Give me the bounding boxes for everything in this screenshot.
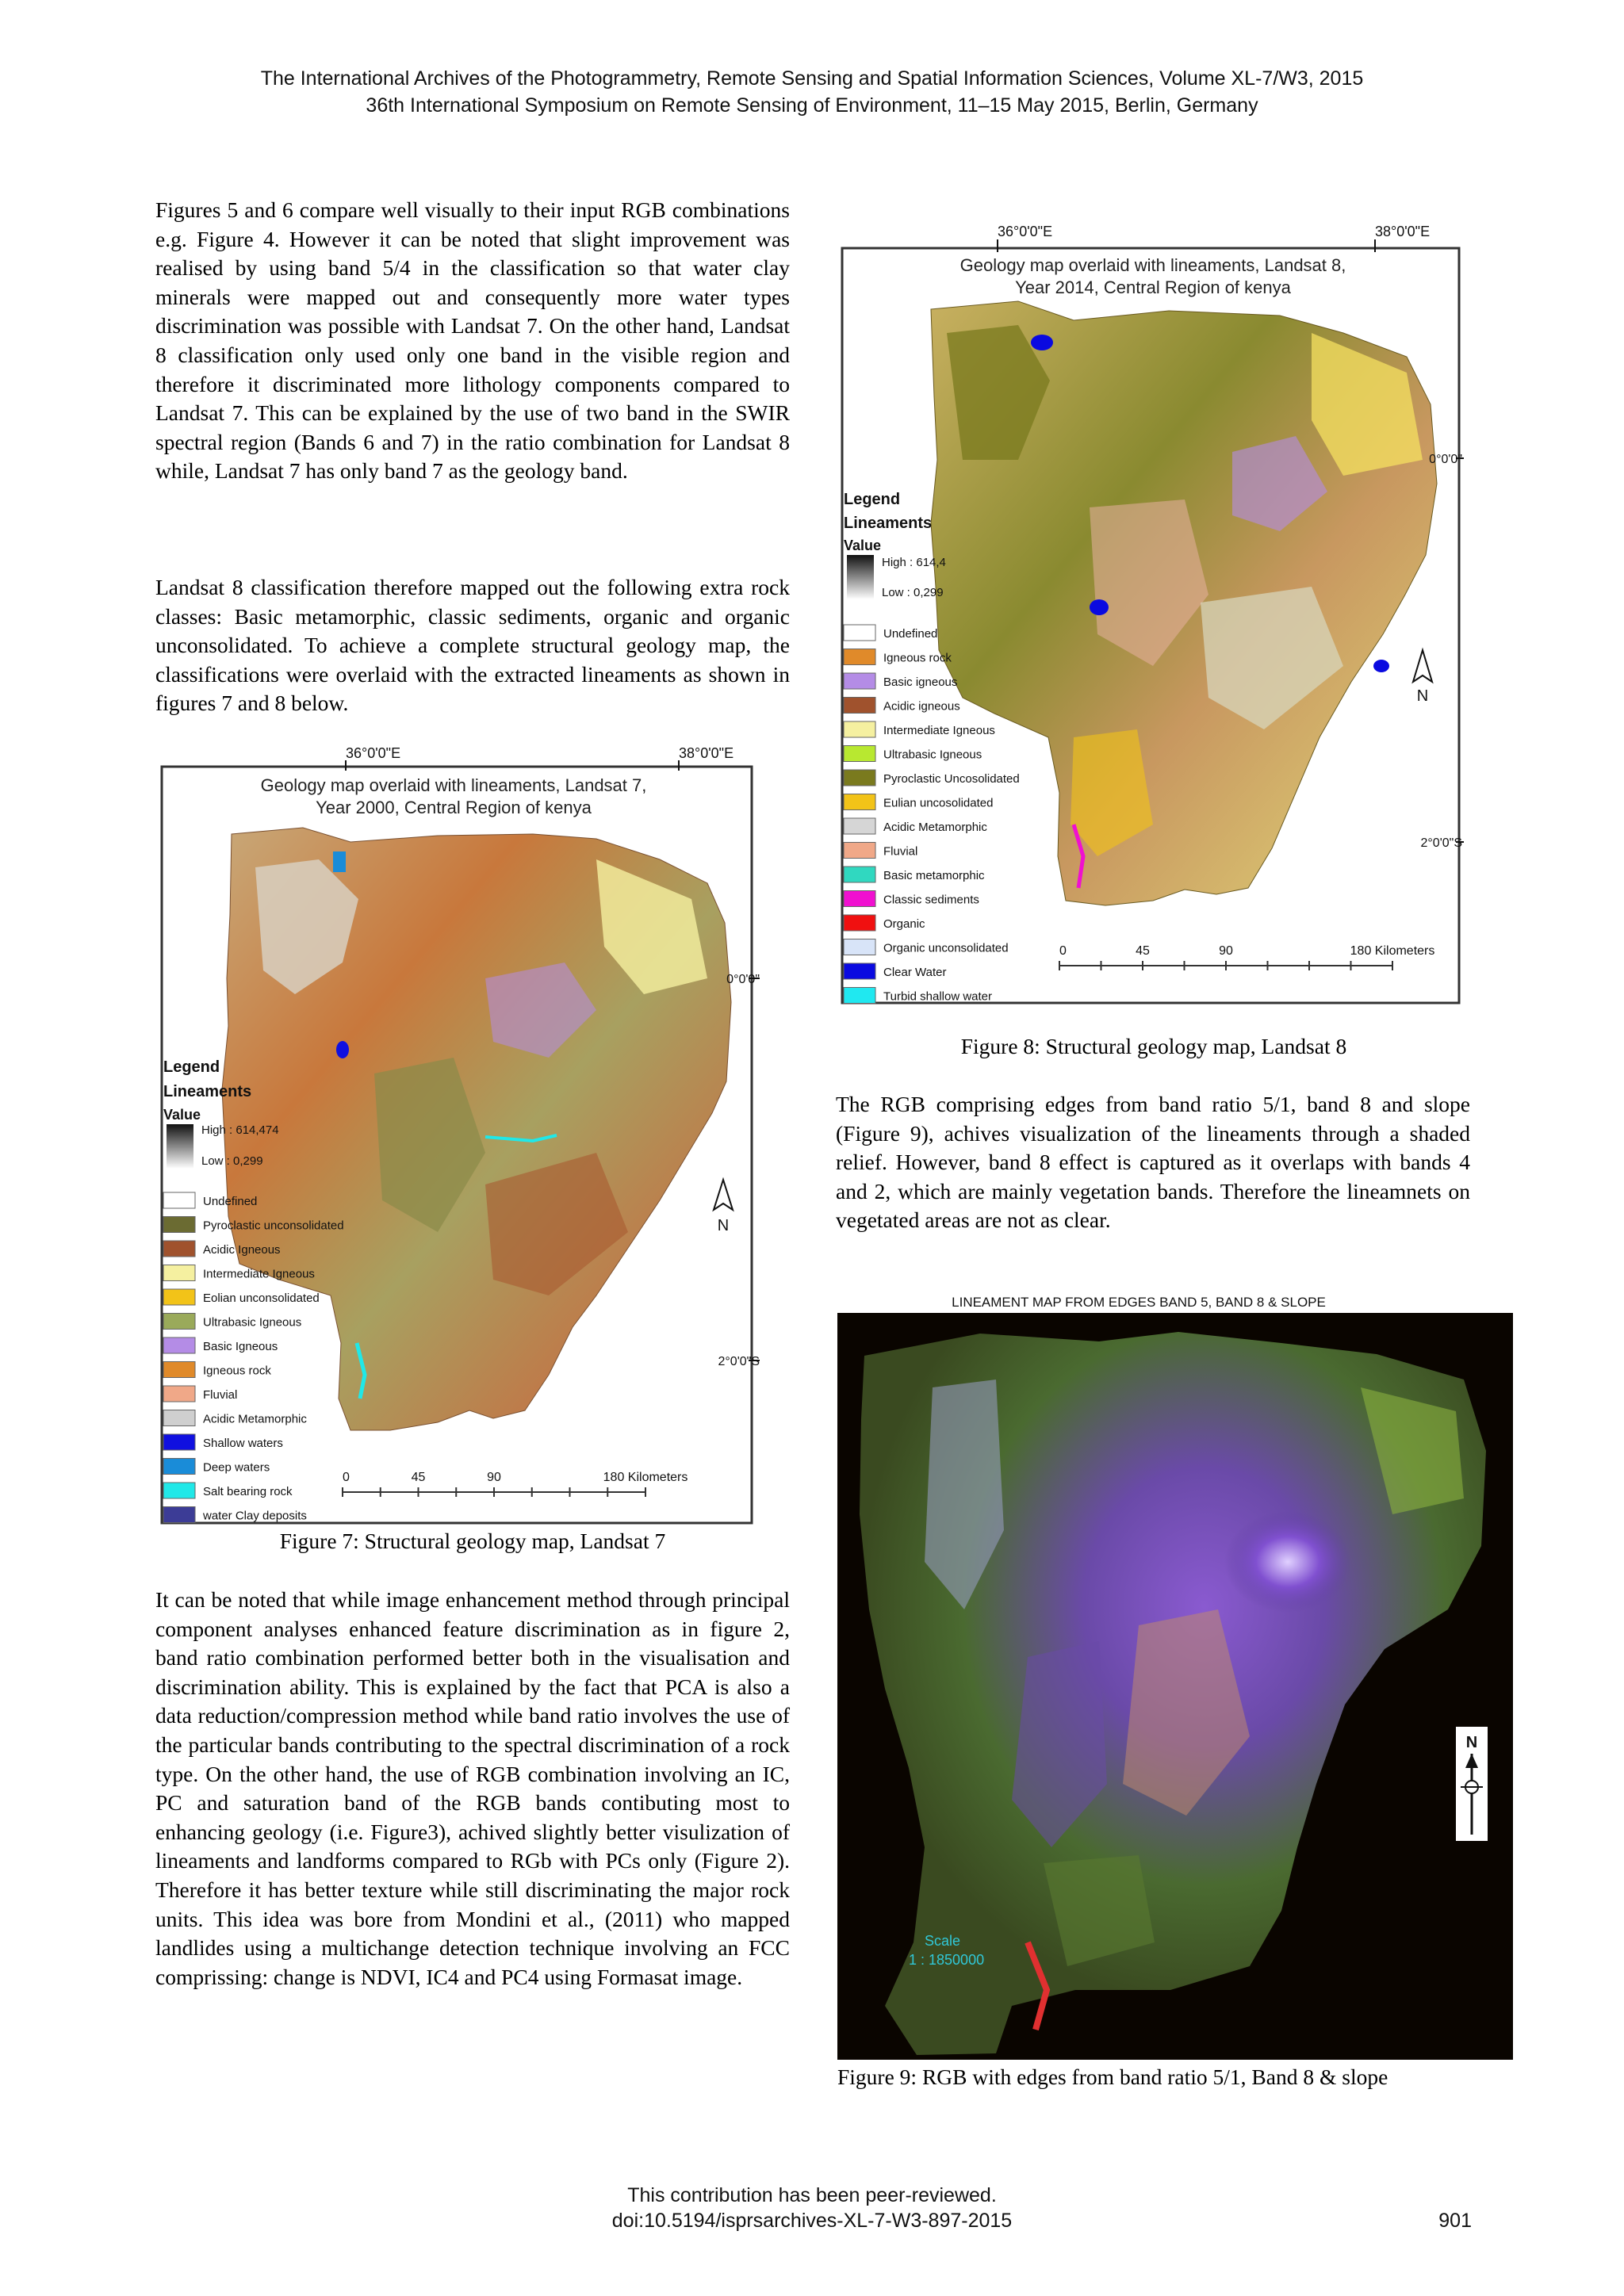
fig8-legend-label: Turbid shallow water xyxy=(883,989,992,1004)
figure-7-caption: Figure 7: Structural geology map, Landsat 7 xyxy=(279,1529,666,1553)
fig8-legend-swatch xyxy=(844,794,875,810)
fig7-title-line2: Year 2000, Central Region of kenya xyxy=(316,798,592,817)
fig8-legend-label: Undefined xyxy=(883,627,938,641)
fig7-water xyxy=(336,1041,349,1058)
fig7-legend-swatch xyxy=(163,1459,195,1475)
fig7-scale-label: 0 xyxy=(343,1471,350,1484)
fig7-legend-swatch xyxy=(163,1337,195,1353)
figure-9-caption: Figure 9: RGB with edges from band ratio 5/1, Band 8 & slope xyxy=(837,2064,1388,2089)
fig8-north-label: N xyxy=(1416,687,1429,705)
fig8-water xyxy=(1031,335,1053,350)
fig7-legend-swatch xyxy=(163,1362,195,1378)
fig8-legend-swatch xyxy=(844,625,875,641)
fig7-legend-swatch xyxy=(163,1265,195,1281)
fig8-legend-label: Classic sediments xyxy=(883,893,979,907)
fig8-scale-label: 0 xyxy=(1059,944,1067,958)
fig7-legend-label: Acidic Metamorphic xyxy=(203,1412,307,1426)
fig7-legend-label: Eolian unconsolidated xyxy=(203,1292,320,1305)
fig8-water xyxy=(1373,660,1389,672)
fig8-legend-low: Low : 0,299 xyxy=(882,586,944,599)
fig8-legend-swatch xyxy=(844,698,875,714)
fig9-scale-label: Scale xyxy=(925,1933,961,1949)
figure-7-map xyxy=(152,740,763,1527)
fig8-title-line2: Year 2014, Central Region of kenya xyxy=(1015,277,1291,297)
fig8-legend-swatch xyxy=(844,843,875,859)
fig7-legend-label: Basic Igneous xyxy=(203,1340,278,1353)
fig7-coord-top-left: 36°0'0"E xyxy=(346,745,401,761)
fig7-scale-label: 90 xyxy=(487,1471,501,1484)
fig7-legend-swatch xyxy=(163,1289,195,1305)
fig8-legend-swatch xyxy=(844,915,875,931)
fig7-coord-right-2: 2°0'0"S xyxy=(718,1355,760,1368)
fig8-water xyxy=(1090,599,1109,615)
fig7-legend-lineaments: Lineaments xyxy=(163,1083,252,1100)
fig7-water xyxy=(333,851,346,872)
fig8-legend-swatch xyxy=(844,649,875,665)
left-paragraph-3: It can be noted that while image enhancement method through principal component analyses enhanced feature discrimination as in figure 2, band ratio combination performed better both in the visualisation and discrimination ability. This is explained by the fact that PCA is also a data reduction/compression method while band ratio involves the use of the particular bands contributing to the spectral discrimination of a rock type. On the other hand, the use of RGB combination involving an IC, PC and saturation band of the RGB bands contibuting most to enhancing geology (i.e. Figure3), achived slightly better visulization of lineaments and landforms compared to RGb with PCs only (Figure 2). Therefore it has better texture while still discriminating the major rock units. This idea was bore from Mondini et al., (2011) who mapped landlides using a multichange detection technique involving an FCC comprissing: change is NDVI, IC4 and PC4 using Formasat image. xyxy=(155,1587,790,1989)
fig7-legend-label: Pyroclastic unconsolidated xyxy=(203,1219,344,1233)
fig8-legend-label: Pyroclastic Uncosolidated xyxy=(883,772,1020,786)
footer-peer-review: This contribution has been peer-reviewed. xyxy=(627,2184,997,2206)
fig8-legend-swatch xyxy=(844,746,875,762)
fig8-legend-swatch xyxy=(844,721,875,737)
fig8-legend-swatch xyxy=(844,988,875,1004)
fig8-legend-label: Igneous rock xyxy=(883,651,952,665)
fig8-legend-swatch xyxy=(844,891,875,907)
fig7-legend-label: Acidic Igneous xyxy=(203,1243,281,1257)
fig7-legend-low: Low : 0,299 xyxy=(201,1154,263,1168)
journal-header-line2: 36th International Symposium on Remote Sensing of Environment, 11–15 May 2015, Berlin, Germany xyxy=(366,94,1258,117)
figure-8 xyxy=(836,222,1464,1007)
fig8-legend-label: Acidic Metamorphic xyxy=(883,821,987,834)
fig7-legend-swatch xyxy=(163,1434,195,1450)
fig8-coord-right-1: 0°0'0" xyxy=(1429,453,1462,466)
figure-8-map xyxy=(836,222,1464,1007)
fig9-highlight xyxy=(1224,1511,1351,1613)
fig7-title-line1: Geology map overlaid with lineaments, Landsat 7, xyxy=(260,775,647,795)
fig8-coord-top-right: 38°0'0"E xyxy=(1375,224,1431,239)
fig7-legend-label: Ultrabasic Igneous xyxy=(203,1315,302,1330)
fig9-north-label: N xyxy=(1465,1734,1478,1751)
fig8-legend-high: High : 614,4 xyxy=(882,556,946,569)
fig7-legend-label: Undefined xyxy=(203,1195,258,1208)
fig8-legend-label: Basic igneous xyxy=(883,675,958,689)
fig7-coord-top-right: 38°0'0"E xyxy=(679,745,734,761)
left-paragraph-2: Landsat 8 classification therefore mapped out the following extra rock classes: Basic metamorphic, classic sediments, organic and organic unconsolidated. To achieve a complete structural geology map, the classifications were overlaid with the extracted lineaments as shown in figures 7 and 8 below. xyxy=(155,575,790,716)
fig7-legend-high: High : 614,474 xyxy=(201,1123,279,1137)
fig8-legend-label: Acidic igneous xyxy=(883,699,960,714)
footer-doi: doi:10.5194/isprsarchives-XL-7-W3-897-2015 xyxy=(611,2210,1013,2232)
fig7-legend-swatch xyxy=(163,1217,195,1233)
right-paragraph-1: The RGB comprising edges from band ratio 5/1, band 8 and slope (Figure 9), achives visualization of the lineaments through a shaded relief. However, band 8 effect is captured as it overlaps with bands 4 and 2, which are mainly vegetation bands. Therefore the lineamnets on vegetated areas are not as clear. xyxy=(836,1092,1470,1233)
fig8-legend-label: Organic xyxy=(883,917,925,931)
figure-8-caption: Figure 8: Structural geology map, Landsat 8 xyxy=(960,1034,1347,1058)
fig7-legend-swatch xyxy=(163,1241,195,1257)
left-paragraph-1: Figures 5 and 6 compare well visually to their input RGB combinations e.g. Figure 4. However it can be noted that slight improvement was realised by using band 5/4 in the classification so that water clay minerals were mapped out and consequently more water types discrimination was possible with Landsat 7. On the other hand, Landsat 8 classification only used only one band in the visible region and therefore it discriminated more lithology components compared to Landsat 7. This can be explained by the use of two band in the SWIR spectral region (Bands 6 and 7) in the ratio combination for Landsat 8 while, Landsat 7 has only band 7 as the geology band. xyxy=(155,197,790,484)
fig7-coord-right-1: 0°0'0" xyxy=(726,973,760,986)
fig7-legend-swatch xyxy=(163,1192,195,1208)
journal-header-line1: The International Archives of the Photogrammetry, Remote Sensing and Spatial Information Sciences, Volume XL-7/W3, 2015 xyxy=(260,67,1364,90)
fig7-legend-value: Value xyxy=(163,1107,201,1123)
fig7-legend-swatch xyxy=(163,1410,195,1426)
fig7-scale-label: 180 Kilometers xyxy=(603,1471,688,1484)
fig8-legend-label: Fluvial xyxy=(883,844,918,859)
fig9-scale-value: 1 : 1850000 xyxy=(909,1952,985,1968)
fig8-legend-swatch xyxy=(844,770,875,786)
fig8-legend-label: Ultrabasic Igneous xyxy=(883,748,982,762)
fig8-coord-top-left: 36°0'0"E xyxy=(998,224,1053,239)
fig7-gradient-swatch xyxy=(167,1124,193,1169)
fig8-legend-swatch xyxy=(844,867,875,882)
figure-7 xyxy=(152,740,763,1527)
fig7-legend-label: Salt bearing rock xyxy=(203,1485,293,1498)
figure-9 xyxy=(837,1292,1516,2061)
fig8-legend-label: Intermediate Igneous xyxy=(883,724,995,737)
fig8-scale-label: 45 xyxy=(1136,944,1150,958)
fig8-scale-label: 180 Kilometers xyxy=(1350,944,1435,958)
fig7-legend-title: Legend xyxy=(163,1058,220,1076)
page-number: 901 xyxy=(1438,2210,1472,2232)
fig8-legend-label: Organic unconsolidated xyxy=(883,941,1009,955)
fig7-north-label: N xyxy=(717,1217,730,1234)
fig8-title-line1: Geology map overlaid with lineaments, Landsat 8, xyxy=(959,255,1346,275)
fig8-gradient-swatch xyxy=(847,555,874,599)
fig8-coord-right-2: 2°0'0"S xyxy=(1420,836,1462,850)
fig7-legend-label: Igneous rock xyxy=(203,1364,271,1378)
fig7-legend-swatch xyxy=(163,1386,195,1402)
fig7-legend-label: Fluvial xyxy=(203,1388,238,1402)
fig7-legend-label: Intermediate Igneous xyxy=(203,1267,315,1281)
fig8-legend-label: Clear Water xyxy=(883,966,947,979)
fig7-scale-label: 45 xyxy=(411,1471,426,1484)
fig7-legend-label: Deep waters xyxy=(203,1460,270,1475)
fig7-legend-label: water Clay deposits xyxy=(203,1509,307,1523)
fig7-legend-swatch xyxy=(163,1314,195,1330)
fig7-legend-label: Shallow waters xyxy=(203,1437,283,1450)
fig7-legend-swatch xyxy=(163,1507,195,1523)
fig8-legend-title: Legend xyxy=(844,491,901,508)
fig8-scale-label: 90 xyxy=(1219,944,1233,958)
fig8-legend-swatch xyxy=(844,963,875,979)
figure-9-image xyxy=(837,1292,1516,2061)
fig8-legend-swatch xyxy=(844,673,875,689)
fig8-legend-label: Eulian uncosolidated xyxy=(883,796,994,810)
fig8-legend-lineaments: Lineaments xyxy=(844,515,933,532)
fig8-legend-swatch xyxy=(844,818,875,834)
fig8-legend-value: Value xyxy=(844,538,882,553)
fig8-legend-swatch xyxy=(844,939,875,955)
fig7-legend-swatch xyxy=(163,1483,195,1498)
fig9-title: LINEAMENT MAP FROM EDGES BAND 5, BAND 8 & SLOPE xyxy=(952,1295,1326,1310)
fig8-legend-label: Basic metamorphic xyxy=(883,869,985,882)
